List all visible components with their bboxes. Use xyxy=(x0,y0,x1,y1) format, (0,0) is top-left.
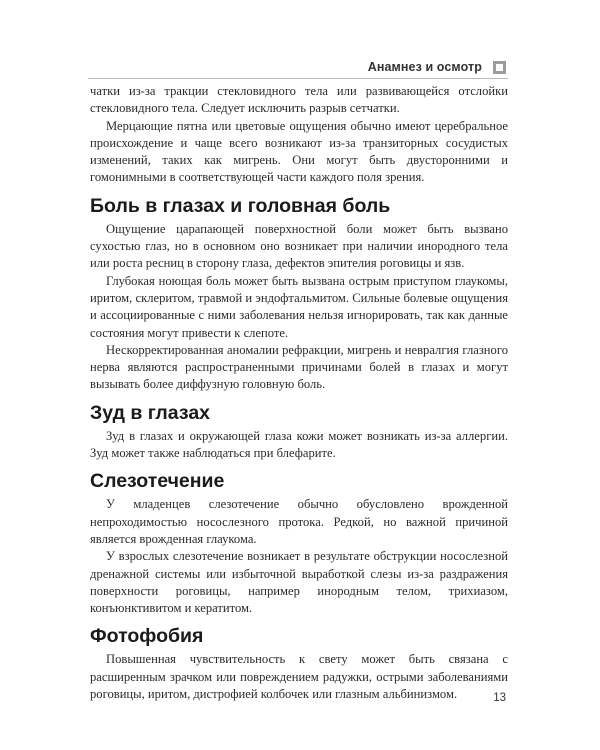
paragraph: Нескорректированная аномалии рефракции, мигрень и невралгия глазного нерва являются распространенными причинами болей в глазах и могут вызывать более диффузную головную боль. xyxy=(90,342,508,392)
paragraph: У младенцев слезотечение обычно обусловлено врожденной непроходимостью носослезного протока. Редкой, но важной причиной является врожденная глаукома. xyxy=(90,497,508,546)
paragraph: Глубокая ноющая боль может быть вызвана острым приступом глаукомы, иритом, склеритом, травмой и эндофтальмитом. Сильные болевые ощущения и ассоциированные с ними заболевания нельзя игнорировать, так как данные состояния могут привести к слепоте. xyxy=(90,273,508,340)
page-number: 13 xyxy=(493,692,506,704)
paragraph: Зуд в глазах и окружающей глаза кожи может возникать из-за аллергии. Зуд может также наблюдаться при блефарите. xyxy=(90,428,508,461)
page-content xyxy=(90,83,508,703)
paragraph: чатки из-за тракции стекловидного тела или развивающейся отслойки стекловидного тела. Следует исключить разрыв сетчатки. xyxy=(90,84,508,116)
running-header-title: Анамнез и осмотр xyxy=(367,60,482,74)
section-heading-photophobia: Фотофобия xyxy=(90,625,204,648)
paragraph: Мерцающие пятна или цветовые ощущения обычно имеют церебральное происхождение и чаще всего возникают из-за транзиторных сосудистых изменений, таких как мигрень. Они могут быть двусторонними и гомонимными в соответствующей части каждого поля зрения. xyxy=(90,118,508,185)
running-header xyxy=(88,60,508,79)
paragraph: Ощущение царапающей поверхностной боли может быть вызвано сухостью глаз, но в основном оно возникает при наличии инородного тела или роста ресниц в сторону глаза, дефектов эпителия роговицы и язв. xyxy=(90,221,508,271)
paragraph: У взрослых слезотечение возникает в результате обструкции носослезной дренажной системы или избыточной выработкой слезы из-за раздражения поверхности роговицы, например инородным телом, трихиазом, конъюнктивитом и кератитом. xyxy=(90,549,508,616)
paragraph: Повышенная чувствительность к свету может быть связана с расширенным зрачком или повреждением радужки, острыми заболеваниями роговицы, иритом, дистрофией колбочек или глазным альбинизмом. xyxy=(90,652,508,702)
section-heading-lacrimation: Слезотечение xyxy=(90,470,225,493)
section-heading-eye-pain: Боль в глазах и головная боль xyxy=(90,194,391,217)
header-square-icon xyxy=(493,61,506,74)
section-heading-itching: Зуд в глазах xyxy=(90,401,211,424)
